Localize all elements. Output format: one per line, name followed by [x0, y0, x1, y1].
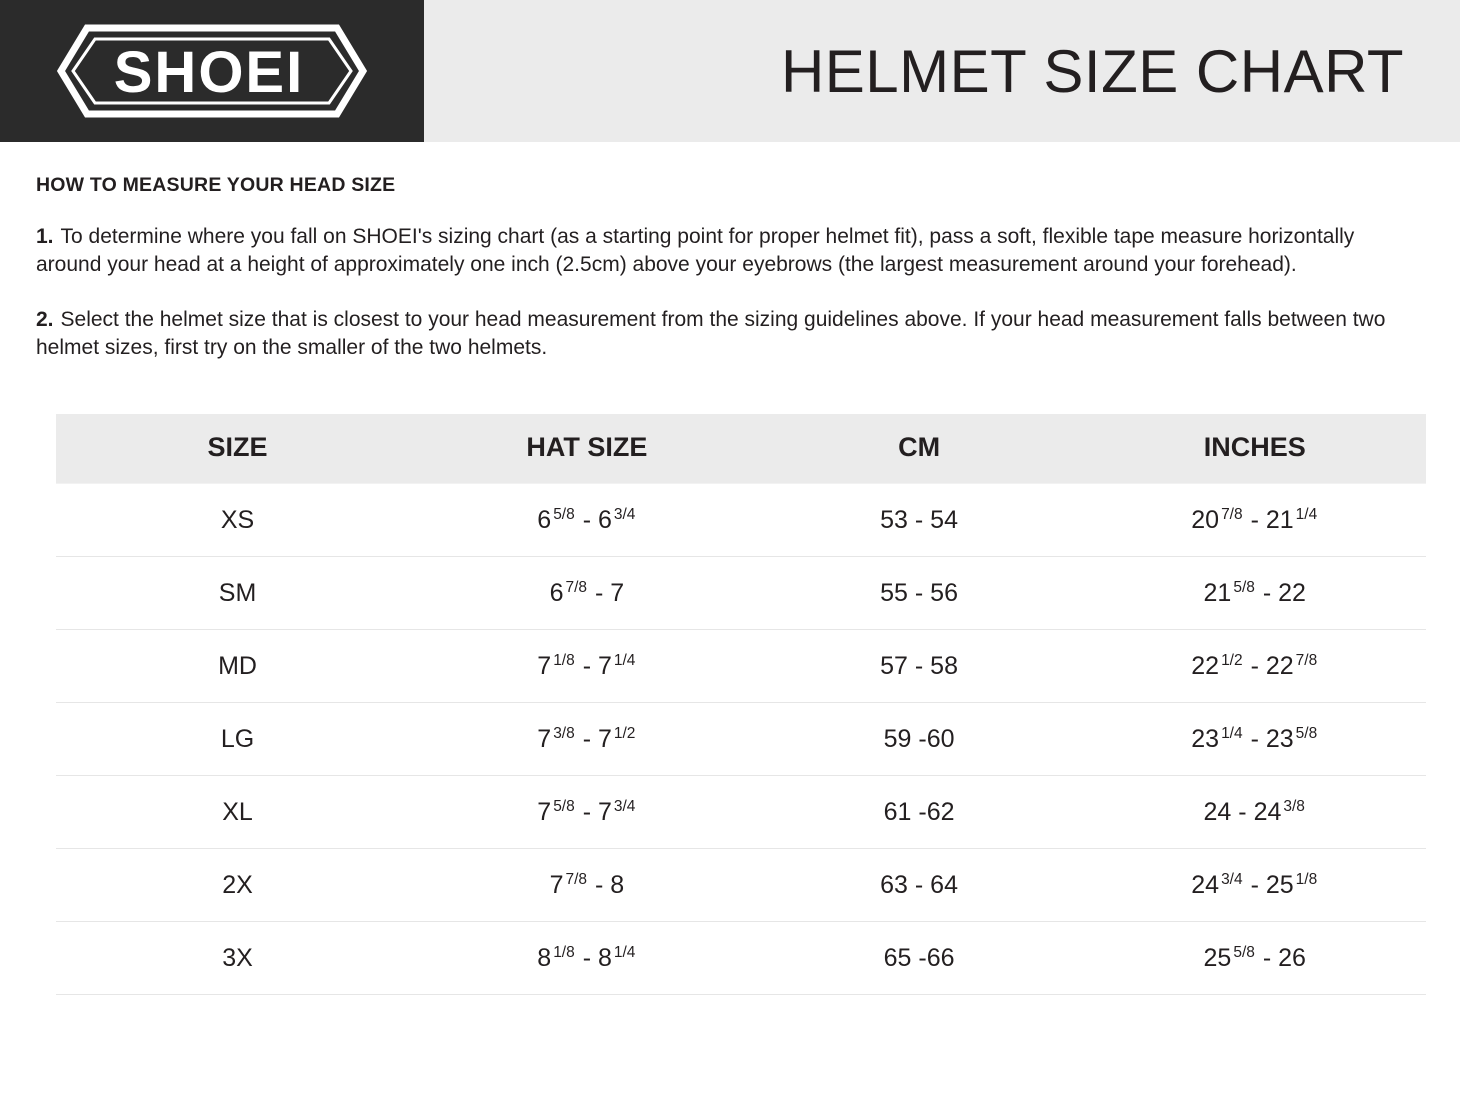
cell-hat-size — [419, 776, 755, 849]
range-separator: - — [1243, 725, 1266, 754]
measure-whole: 6 — [549, 579, 564, 608]
table-row — [56, 776, 1426, 849]
instruction-step-2 — [36, 306, 1424, 363]
measure-whole: 7 — [537, 652, 552, 681]
cell-size: SM — [56, 557, 419, 630]
measure-whole: 7 — [597, 652, 612, 681]
cell-size: XL — [56, 776, 419, 849]
cell-hat-size — [419, 849, 755, 922]
range-separator: - — [1255, 944, 1279, 973]
shoei-logo — [0, 0, 424, 142]
cell-cm: 59 -60 — [755, 703, 1084, 776]
page-header — [0, 0, 1460, 142]
measure-whole: 6 — [597, 506, 612, 535]
measure-whole: 23 — [1191, 725, 1220, 754]
measure-whole: 8 — [610, 871, 625, 900]
size-chart-table — [56, 414, 1426, 995]
measure-whole: 21 — [1265, 506, 1294, 535]
measure-whole: 22 — [1191, 652, 1220, 681]
range-separator: - — [575, 798, 598, 827]
cell-cm: 63 - 64 — [755, 849, 1084, 922]
measure-fraction: 7/8 — [565, 579, 588, 597]
measure-whole: 7 — [610, 579, 625, 608]
step-1-text: To determine where you fall on SHOEI's sizing chart (as a starting point for proper helmet fit), pass a soft, flexible tape measure horizontally around your head at a height of approximately one inch (2.5cm) above your eyebrows (the largest measurement around your forehead). — [36, 225, 1355, 277]
measure-fraction: 5/8 — [553, 506, 575, 524]
measure-whole: 8 — [597, 944, 612, 973]
measure-fraction: 3/8 — [553, 725, 575, 743]
measure-fraction: 5/8 — [1233, 579, 1255, 597]
range-separator: - — [588, 871, 611, 900]
measure-fraction: 3/4 — [613, 798, 636, 816]
page-title: HELMET SIZE CHART — [780, 37, 1404, 105]
range-separator: - — [575, 944, 598, 973]
range-separator: - — [588, 579, 611, 608]
measure-whole: 6 — [537, 506, 552, 535]
measure-whole: 20 — [1191, 506, 1220, 535]
measure-fraction: 7/8 — [1295, 652, 1318, 670]
cell-hat-size — [419, 484, 755, 557]
cell-cm: 57 - 58 — [755, 630, 1084, 703]
measure-fraction: 3/4 — [613, 506, 636, 524]
measure-fraction: 1/4 — [1295, 506, 1318, 524]
instruction-step-1 — [36, 223, 1424, 280]
step-2-text: Select the helmet size that is closest to your head measurement from the sizing guidelines above. If your head measurement falls between two helmet sizes, first try on the smaller of the two helmets. — [36, 307, 1386, 360]
cell-hat-size — [419, 630, 755, 703]
measure-fraction: 5/8 — [1233, 944, 1255, 962]
cell-cm: 65 -66 — [755, 922, 1084, 995]
measure-whole: 22 — [1265, 652, 1294, 681]
column-header-cm: CM — [755, 414, 1084, 484]
range-separator: - — [1243, 652, 1266, 681]
range-separator: - — [575, 725, 598, 754]
table-row — [56, 630, 1426, 703]
measure-whole: 7 — [537, 725, 552, 754]
table-row — [56, 849, 1426, 922]
cell-inches — [1083, 557, 1426, 630]
measure-whole: 8 — [537, 944, 552, 973]
measure-whole: 7 — [597, 725, 612, 754]
measure-fraction: 1/4 — [1221, 725, 1243, 743]
cell-cm: 61 -62 — [755, 776, 1084, 849]
measure-fraction: 5/8 — [1295, 725, 1318, 743]
cell-size: LG — [56, 703, 419, 776]
measure-whole: 7 — [597, 798, 612, 827]
measure-fraction: 1/4 — [613, 652, 636, 670]
cell-hat-size — [419, 922, 755, 995]
cell-inches — [1083, 849, 1426, 922]
measure-whole: 26 — [1278, 944, 1306, 973]
measure-whole: 25 — [1203, 944, 1232, 973]
cell-size: 2X — [56, 849, 419, 922]
table-row — [56, 703, 1426, 776]
measure-whole: 21 — [1203, 579, 1232, 608]
svg-text:SHOEI: SHOEI — [113, 40, 305, 105]
column-header-size: SIZE — [56, 414, 419, 484]
range-separator: - — [1243, 871, 1266, 900]
measure-fraction: 3/4 — [1221, 871, 1243, 889]
table-row — [56, 922, 1426, 995]
cell-hat-size — [419, 703, 755, 776]
size-chart-container — [56, 414, 1426, 995]
measure-fraction: 1/4 — [613, 944, 636, 962]
measure-fraction: 1/8 — [1295, 871, 1318, 889]
measure-fraction: 1/8 — [553, 652, 575, 670]
table-header-row — [56, 414, 1426, 484]
cell-hat-size — [419, 557, 755, 630]
measure-whole: 24 — [1253, 798, 1282, 827]
cell-inches — [1083, 776, 1426, 849]
column-header-inches: INCHES — [1083, 414, 1426, 484]
measure-whole: 24 — [1203, 798, 1232, 827]
table-row — [56, 484, 1426, 557]
document-body — [0, 174, 1460, 995]
measure-whole: 7 — [549, 871, 564, 900]
column-header-hat-size: HAT SIZE — [419, 414, 755, 484]
measure-fraction: 7/8 — [1221, 506, 1243, 524]
measure-whole: 25 — [1265, 871, 1294, 900]
cell-cm: 55 - 56 — [755, 557, 1084, 630]
cell-inches — [1083, 484, 1426, 557]
measure-fraction: 5/8 — [553, 798, 575, 816]
cell-size: MD — [56, 630, 419, 703]
cell-size: 3X — [56, 922, 419, 995]
range-separator: - — [1243, 506, 1266, 535]
instructions-heading: HOW TO MEASURE YOUR HEAD SIZE — [36, 174, 396, 196]
measure-whole: 7 — [537, 798, 552, 827]
measure-whole: 22 — [1278, 579, 1306, 608]
range-separator: - — [575, 652, 598, 681]
shoei-logo-icon — [57, 24, 367, 118]
cell-cm: 53 - 54 — [755, 484, 1084, 557]
step-1-number: 1. — [36, 225, 54, 248]
header-title-container — [424, 0, 1460, 142]
cell-inches — [1083, 922, 1426, 995]
range-separator: - — [575, 506, 598, 535]
table-row — [56, 557, 1426, 630]
cell-inches — [1083, 703, 1426, 776]
range-separator: - — [1231, 798, 1254, 827]
step-2-number: 2. — [36, 307, 54, 331]
measure-fraction: 1/8 — [553, 944, 575, 962]
measure-whole: 23 — [1265, 725, 1294, 754]
cell-inches — [1083, 630, 1426, 703]
measure-fraction: 3/8 — [1283, 798, 1305, 816]
measure-fraction: 7/8 — [565, 871, 588, 889]
measure-fraction: 1/2 — [1221, 652, 1243, 670]
cell-size: XS — [56, 484, 419, 557]
measure-fraction: 1/2 — [613, 725, 636, 743]
measure-whole: 24 — [1191, 871, 1220, 900]
table-body — [56, 484, 1426, 995]
range-separator: - — [1255, 579, 1279, 608]
table-header — [56, 414, 1426, 484]
